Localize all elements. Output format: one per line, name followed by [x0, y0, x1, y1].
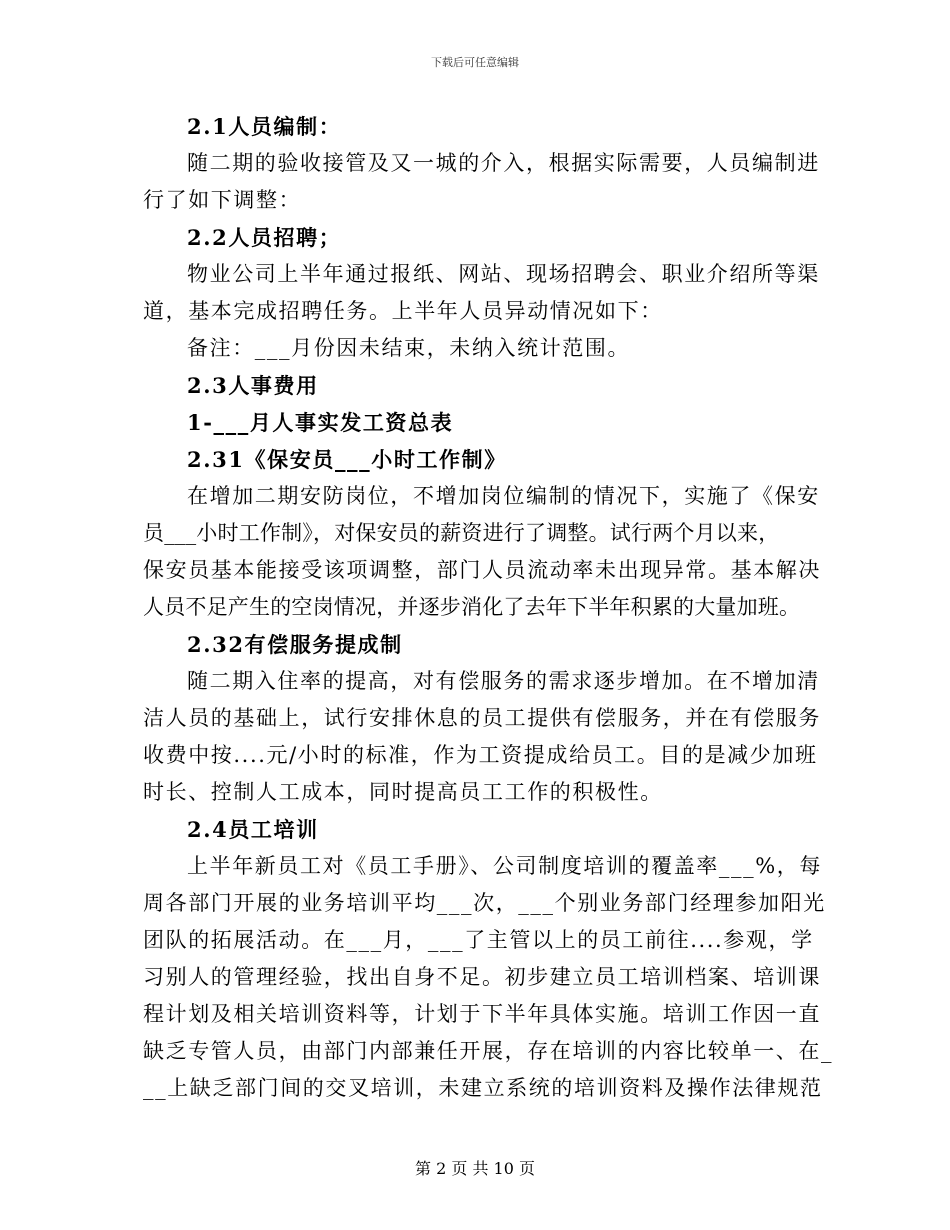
- section-heading: 1-___月人事实发工资总表: [187, 410, 454, 435]
- text-line: __上缺乏部门间的交叉培训，未建立系统的培训资料及操作法律规范: [143, 1076, 823, 1100]
- section-heading: 2.1人员编制：: [187, 114, 342, 139]
- text-line: 保安员基本能接受该项调整，部门人员流动率未出现异常。基本解决: [143, 558, 821, 582]
- text-line: 员___小时工作制》，对保安员的薪资进行了调整。试行两个月以来，: [143, 521, 780, 545]
- text-line: 备注：___月份因未结束，未纳入统计范围。: [187, 336, 631, 360]
- section-heading: 2.2人员招聘；: [187, 225, 342, 250]
- page-footer: 第 2 页 共 10 页: [415, 1159, 535, 1178]
- text-line: 周各部门开展的业务培训平均___次，___个别业务部门经理参加阳光: [143, 891, 826, 915]
- text-line: 时长、控制人工成本，同时提高员工工作的积极性。: [143, 780, 663, 804]
- section-heading: 2.4员工培训: [187, 817, 319, 842]
- text-line: 上半年新员工对《员工手册》、公司制度培训的覆盖率___%，每: [187, 854, 822, 878]
- text-line: 随二期的验收接管及又一城的介入，根据实际需要，人员编制进: [187, 151, 820, 175]
- text-line: 团队的拓展活动。在___月，___了主管以上的员工前往....参观，学: [143, 928, 814, 952]
- text-line: 在增加二期安防岗位，不增加岗位编制的情况下，实施了《保安: [187, 484, 820, 508]
- text-line: 缺乏专管人员，由部门内部兼任开展，存在培训的内容比较单一、在_: [143, 1039, 834, 1063]
- text-line: 收费中按....元/小时的标准，作为工资提成给员工。目的是减少加班: [143, 743, 818, 767]
- text-line: 行了如下调整：: [143, 188, 302, 212]
- text-line: 物业公司上半年通过报纸、网站、现场招聘会、职业介绍所等渠: [187, 262, 820, 286]
- text-line: 程计划及相关培训资料等，计划于下半年具体实施。培训工作因一直: [143, 1002, 821, 1026]
- text-line: 人员不足产生的空岗情况，并逐步消化了去年下半年积累的大量加班。: [143, 595, 801, 619]
- section-heading: 2.32有偿服务提成制: [187, 632, 403, 657]
- document-body: [143, 108, 834, 1107]
- section-heading: 2.31《保安员___小时工作制》: [187, 447, 507, 472]
- text-line: 习别人的管理经验，找出自身不足。初步建立员工培训档案、培训课: [143, 965, 821, 989]
- text-line: 随二期入住率的提高，对有偿服务的需求逐步增加。在不增加清: [187, 669, 820, 693]
- text-line: 道，基本完成招聘任务。上半年人员异动情况如下：: [143, 299, 663, 323]
- page-header: 下载后可任意编辑: [431, 56, 519, 69]
- section-heading: 2.3人事费用: [187, 373, 319, 398]
- text-line: 洁人员的基础上，试行安排休息的员工提供有偿服务，并在有偿服务: [143, 706, 821, 730]
